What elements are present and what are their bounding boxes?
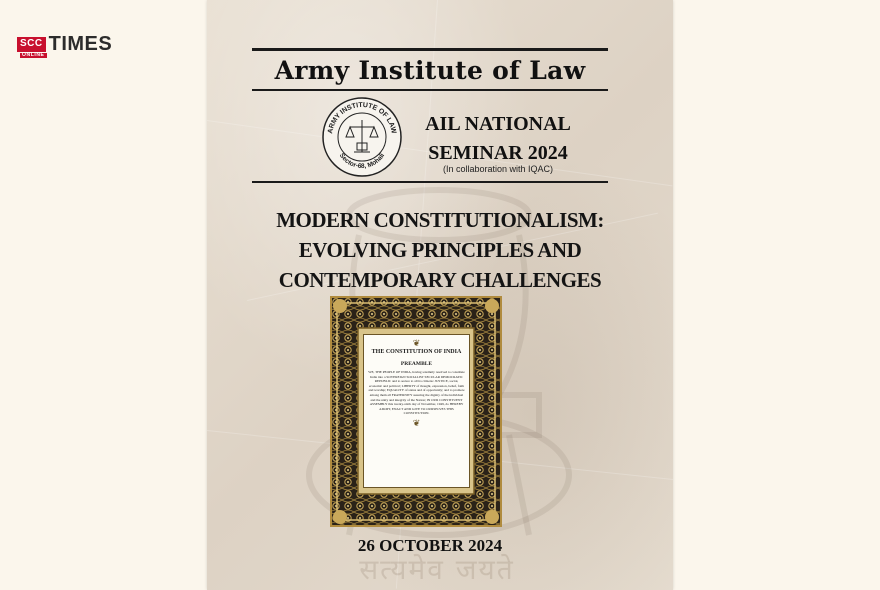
theme-line-2: EVOLVING PRINCIPLES AND — [298, 238, 582, 262]
institute-rule — [252, 89, 608, 91]
seal-ring-bottom: Sector-68, Mohali — [337, 152, 387, 171]
brand-name: TIMES — [48, 32, 113, 55]
seminar-title — [419, 110, 577, 168]
preamble-text: WE, THE PEOPLE OF INDIA, having solemnly resolved to constitute India into a SOVEREIGN SOCIALIST SECULAR DEMOCRATIC REPUBLIC and to secure to all its citizens: JUSTICE, social, economic and political; LIBERTY of thought, expression, belief, faith and worship; EQUALITY of status and of opportunity; and to promote among them all FRATERNITY assuring the dignity of the individual and the unity and integrity of the Nation; IN OUR CONSTITUENT ASSEMBLY this twenty-sixth day of November, 1949, do HEREBY ADOPT, ENACT AND GIVE TO OURSELVES THIS CONSTITUTION. — [368, 370, 465, 416]
site-logo[interactable] — [17, 32, 113, 58]
constitution-title: THE CONSTITUTION OF INDIA — [371, 349, 462, 355]
header-bottom-rule — [252, 181, 608, 183]
bottom-ornament-icon: ❦ — [412, 417, 421, 428]
brand-badge: SCC ONLINE — [17, 37, 46, 52]
top-ornament-icon: ❦ — [412, 338, 421, 348]
top-rule — [252, 48, 608, 51]
institute-seal-icon — [321, 96, 403, 178]
theme-line-1: MODERN CONSTITUTIONALISM: — [276, 208, 604, 232]
national-motto: सत्यमेव जयते — [359, 553, 515, 586]
seminar-line-2: SEMINAR 2024 — [428, 142, 568, 164]
constitution-preamble-page — [364, 335, 469, 487]
seminar-date: 26 OCTOBER 2024 — [357, 536, 503, 555]
seminar-poster — [207, 0, 673, 590]
preamble-heading: PREAMBLE — [400, 361, 433, 367]
seminar-line-1: AIL NATIONAL — [425, 113, 571, 135]
seal-ring-top: ARMY INSTITUTE OF LAW — [327, 101, 397, 135]
theme-line-3: CONTEMPORARY CHALLENGES — [278, 268, 602, 292]
collaboration-note: (In collaboration with IQAC) — [442, 164, 554, 174]
institute-name: Army Institute of Law — [274, 56, 586, 85]
seminar-theme — [237, 205, 643, 295]
